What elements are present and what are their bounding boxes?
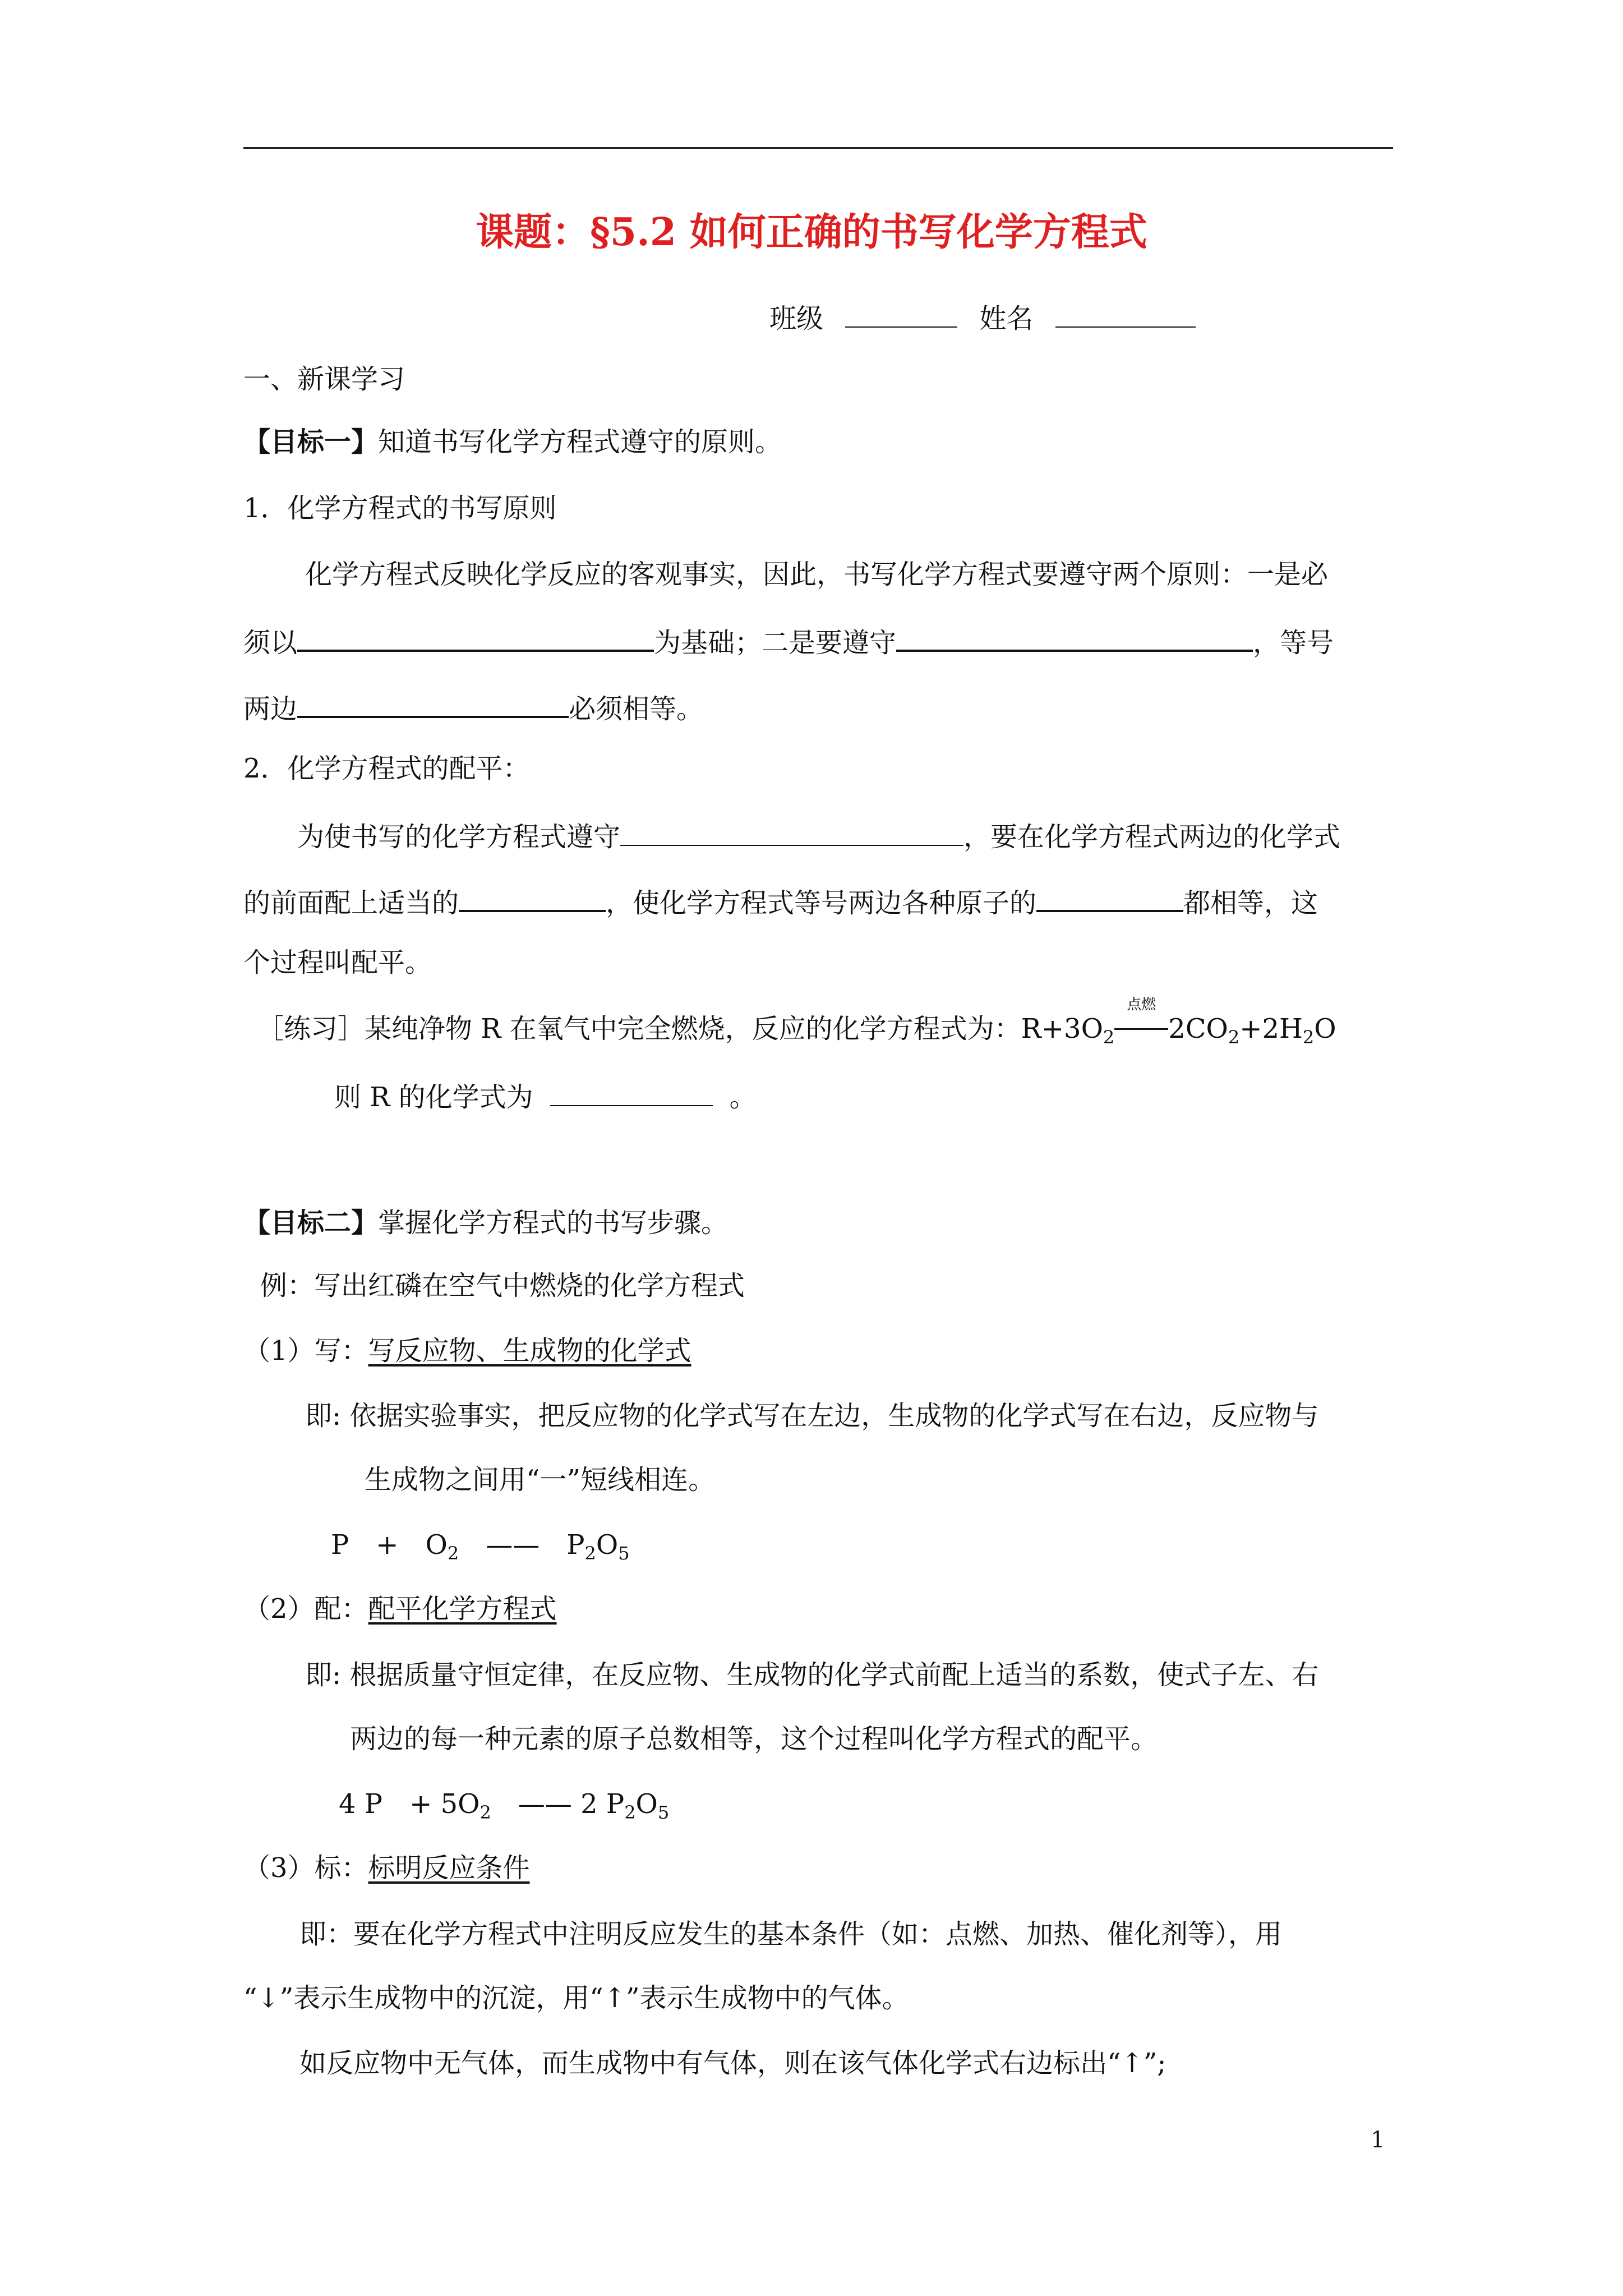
- eq-part: O: [635, 1788, 658, 1820]
- step3-p3: 如反应物中无气体，而生成物中有气体，则在该气体化学式右边标出“↑”;: [299, 2047, 1166, 2079]
- item2-p3: 个过程叫配平。: [243, 947, 432, 978]
- eq-sub: 2: [479, 1802, 491, 1823]
- item1-p3: [243, 691, 703, 723]
- blank-3: [297, 691, 569, 718]
- condition-label: 点燃: [1127, 996, 1156, 1013]
- equation-1: [331, 1529, 630, 1564]
- step3-heading: [243, 1852, 530, 1884]
- eq-sub: 2: [1302, 1027, 1315, 1048]
- page-number: 1: [1371, 2127, 1385, 2153]
- exercise-text: ［练习］某纯净物 R 在氧气中完全燃烧，反应的化学方程式为：: [257, 1013, 1021, 1045]
- eq-part: R+3O: [1021, 1013, 1103, 1045]
- text: 的前面配上适当的: [243, 887, 459, 919]
- text: ，使化学方程式等号两边各种原子的: [606, 887, 1037, 919]
- step-label: （1）写：: [243, 1335, 368, 1366]
- item2-p1: [297, 820, 1341, 853]
- eq-part: 4 P + 5O: [339, 1788, 480, 1820]
- eq-sub: 5: [618, 1543, 630, 1564]
- eq-sub: 2: [447, 1543, 459, 1564]
- text: 两边: [243, 693, 298, 725]
- exercise: [257, 996, 1336, 1048]
- item1-p1: 化学方程式反映化学反应的客观事实，因此，书写化学方程式要遵守两个原则：一是必: [305, 559, 1329, 590]
- item1-title: 1．化学方程式的书写原则: [243, 493, 557, 524]
- step2-p1: 即: 根据质量守恒定律，在反应物、生成物的化学式前配上适当的系数，使式子左、右: [305, 1659, 1319, 1691]
- step1-heading: [243, 1337, 691, 1364]
- header-rule: [243, 147, 1393, 149]
- eq-sub: 2: [624, 1802, 636, 1823]
- eq-part: P + O: [331, 1529, 448, 1561]
- blank-1: [297, 625, 654, 652]
- eq-part: —— 2 P: [491, 1788, 625, 1820]
- example: 例：写出红磷在空气中燃烧的化学方程式: [260, 1270, 745, 1301]
- goal2-text: 掌握化学方程式的书写步骤。: [378, 1207, 728, 1239]
- blank-5: [459, 885, 606, 912]
- text: 。: [729, 1082, 757, 1113]
- class-label: 班级: [769, 303, 824, 334]
- answer-blank: [550, 1080, 713, 1106]
- page-title: 课题：§5.2 如何正确的书写化学方程式: [476, 210, 1147, 255]
- step3-p2: “↓”表示生成物中的沉淀，用“↑”表示生成物中的气体。: [243, 1982, 909, 2014]
- step-title: 写反应物、生成物的化学式: [368, 1335, 691, 1366]
- step1-p2: 生成物之间用“一”短线相连。: [365, 1464, 716, 1496]
- item2-title: 2．化学方程式的配平：: [243, 753, 530, 784]
- text: 为使书写的化学方程式遵守: [297, 821, 621, 853]
- name-blank: [1055, 302, 1196, 328]
- class-name-row: [769, 302, 1196, 332]
- condition-bar: [1114, 1028, 1168, 1030]
- exercise-question: [334, 1080, 757, 1111]
- goal1-heading: [243, 426, 782, 458]
- step2-heading: [243, 1593, 557, 1625]
- step-title: 标明反应条件: [368, 1852, 530, 1884]
- text: ，要在化学方程式两边的化学式: [963, 821, 1341, 853]
- eq-part: —— P: [459, 1529, 585, 1561]
- text: 必须相等。: [569, 693, 704, 725]
- text: ，等号: [1253, 627, 1334, 659]
- exercise-equation: [1021, 996, 1336, 1048]
- blank-6: [1036, 885, 1183, 912]
- eq-sub: 5: [657, 1802, 670, 1823]
- eq-sub: 2: [584, 1543, 596, 1564]
- eq-part: 2CO: [1168, 1013, 1228, 1045]
- name-label: 姓名: [979, 303, 1034, 334]
- item2-p2: [243, 885, 1318, 917]
- eq-sub: 2: [1228, 1027, 1240, 1048]
- goal1-text: 知道书写化学方程式遵守的原则。: [378, 426, 782, 458]
- eq-part: O: [1314, 1013, 1336, 1045]
- blank-2: [896, 625, 1253, 652]
- step2-p2: 两边的每一种元素的原子总数相等，这个过程叫化学方程式的配平。: [350, 1723, 1158, 1755]
- step-label: （2）配：: [243, 1593, 368, 1625]
- blank-4: [620, 820, 963, 846]
- text: 为基础；二是要遵守: [654, 627, 897, 659]
- eq-part: O: [596, 1529, 619, 1561]
- goal2-heading: [243, 1207, 728, 1239]
- section-heading: 一、新课学习: [243, 364, 405, 395]
- step-title: 配平化学方程式: [368, 1593, 557, 1625]
- reaction-condition: [1114, 996, 1168, 1042]
- eq-sub: 2: [1103, 1027, 1115, 1048]
- text: 都相等，这: [1183, 887, 1318, 919]
- step3-p1: 即：要在化学方程式中注明反应发生的基本条件（如：点燃、加热、催化剂等），用: [299, 1918, 1283, 1950]
- text: 则 R 的化学式为: [334, 1082, 533, 1113]
- text: 须以: [243, 627, 298, 659]
- item1-p2: [243, 625, 1334, 659]
- equation-2: [339, 1788, 670, 1823]
- class-blank: [845, 302, 957, 328]
- step1-p1: 即: 依据实验事实，把反应物的化学式写在左边，生成物的化学式写在右边，反应物与: [305, 1400, 1319, 1432]
- goal2-bracket: 【目标二】: [243, 1207, 379, 1239]
- eq-part: +2H: [1239, 1013, 1303, 1045]
- step-label: （3）标：: [243, 1852, 368, 1884]
- goal1-bracket: 【目标一】: [243, 426, 379, 458]
